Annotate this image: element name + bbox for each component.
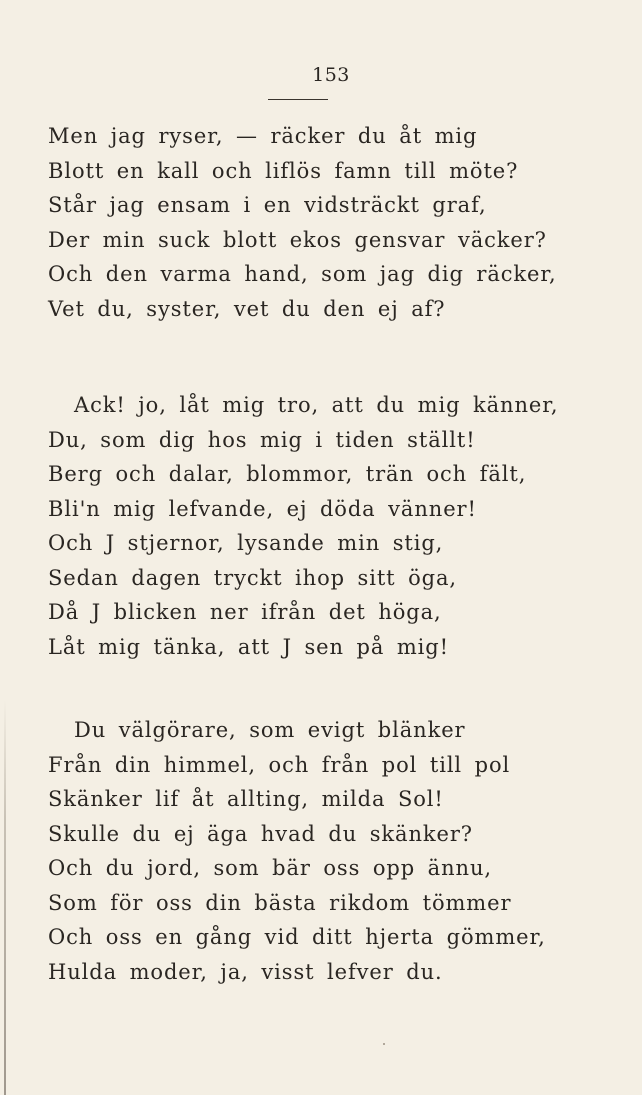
page-number: 153 (312, 64, 350, 86)
poem-line: Låt mig tänka, att J sen på mig! (48, 634, 449, 659)
poem-line: Som för oss din bästa rikdom tömmer (48, 890, 512, 915)
poem-line: Och J stjernor, lysande min stig, (48, 531, 444, 555)
poem-line: Då J blicken ner ifrån det höga, (48, 600, 442, 624)
poem-line: Och du jord, som bär oss opp ännu, (48, 856, 492, 880)
poem-line: Sedan dagen tryckt ihop sitt öga, (48, 565, 457, 590)
poem-line: Skänker lif åt allting, milda Sol! (48, 787, 444, 811)
paper-speck (383, 1043, 385, 1045)
stanza-1 (48, 119, 638, 326)
poem-line: Står jag ensam i en vidsträckt graf, (48, 193, 487, 217)
poem-line: Skulle du ej äga hvad du skänker? (48, 821, 473, 846)
poem-line: Och den varma hand, som jag dig räcker, (48, 262, 557, 286)
poem-line: Du välgörare, som evigt blänker (74, 718, 466, 742)
poem-line: Du, som dig hos mig i tiden ställt! (48, 427, 476, 452)
poem-line: Ack! jo, låt mig tro, att du mig känner, (74, 393, 559, 417)
poem-line: Vet du, syster, vet du den ej af? (48, 296, 446, 321)
stanza-2 (48, 388, 638, 664)
poem-line: Hulda moder, ja, visst lefver du. (48, 959, 443, 984)
poem-line: Blott en kall och liflös famn till möte? (48, 158, 519, 183)
page-number-rule (268, 99, 328, 100)
poem-line: Bli'n mig lefvande, ej döda vänner! (48, 496, 477, 521)
poem-line: Och oss en gång vid ditt hjerta gömmer, (48, 925, 546, 949)
poem-line: Från din himmel, och från pol till pol (48, 752, 511, 777)
poem-line: Der min suck blott ekos gensvar väcker? (48, 227, 547, 252)
page-binding-edge (4, 700, 6, 1095)
poem-line: Berg och dalar, blommor, trän och fält, (48, 462, 527, 486)
stanza-3 (48, 713, 638, 989)
poem-line: Men jag ryser, — räcker du åt mig (48, 124, 478, 148)
